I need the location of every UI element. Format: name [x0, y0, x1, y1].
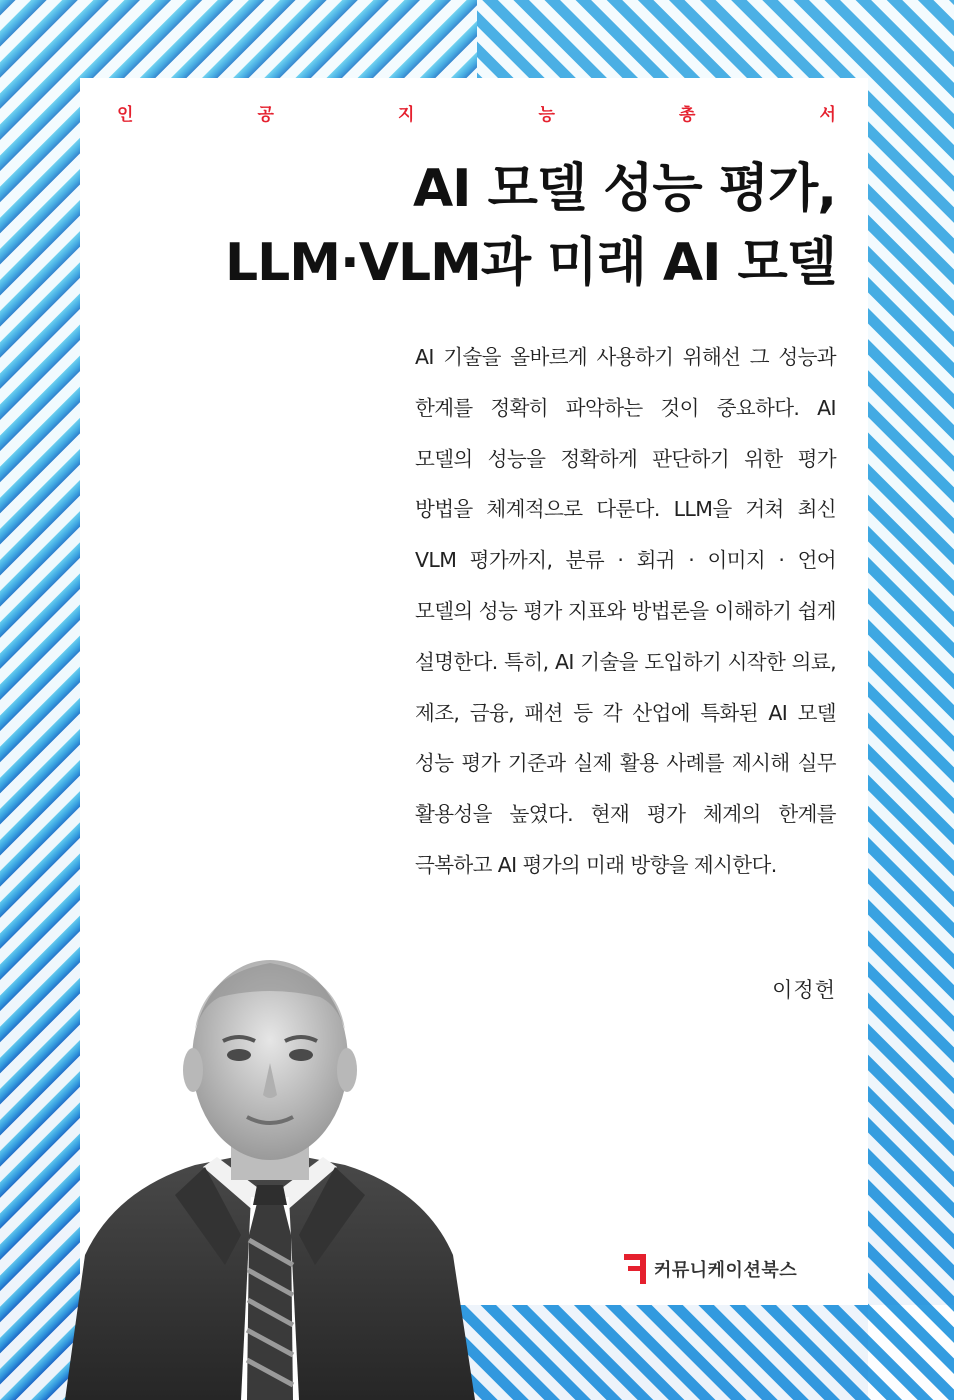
book-title-line-2: LLM·VLM과 미래 AI 모델 — [225, 233, 836, 293]
publisher — [624, 1252, 797, 1286]
book-title — [96, 152, 836, 300]
publisher-logo-icon — [624, 1254, 646, 1284]
series-char: 능 — [538, 105, 555, 125]
author-name: 이정헌 — [772, 978, 836, 1002]
book-description: AI 기술을 올바르게 사용하기 위해선 그 성능과 한계를 정확히 파악하는 것이 중요하다. AI 모델의 성능을 정확하게 판단하기 위한 평가 방법을 체계적으로 다룬다. LLM을 거쳐 최신 VLM 평가까지, 분류 · 회귀 · 이미지 · 언어 모델의 성능 평가 지표와 방법론을 이해하기 쉽게 설명한다. 특히, AI 기술을 도입하기 시작한 의료, 제조, 금융, 패션 등 각 산업에 특화된 AI 모델 성능 평가 기준과 실제 활용 사례를 제시해 실무 활용성을 높였다. 현재 평가 체계의 한계를 극복하고 AI 평가의 미래 방향을 제시한다. — [415, 345, 836, 877]
series-name — [117, 100, 836, 124]
series-char: 인 — [117, 105, 134, 125]
book-title-line-1: AI 모델 성능 평가, — [412, 159, 836, 219]
series-char: 공 — [257, 105, 274, 125]
author-portrait — [55, 935, 485, 1400]
series-char: 서 — [819, 105, 836, 125]
series-char: 지 — [398, 105, 415, 125]
series-char: 총 — [679, 105, 696, 125]
publisher-name: 커뮤니케이션북스 — [654, 1260, 798, 1281]
